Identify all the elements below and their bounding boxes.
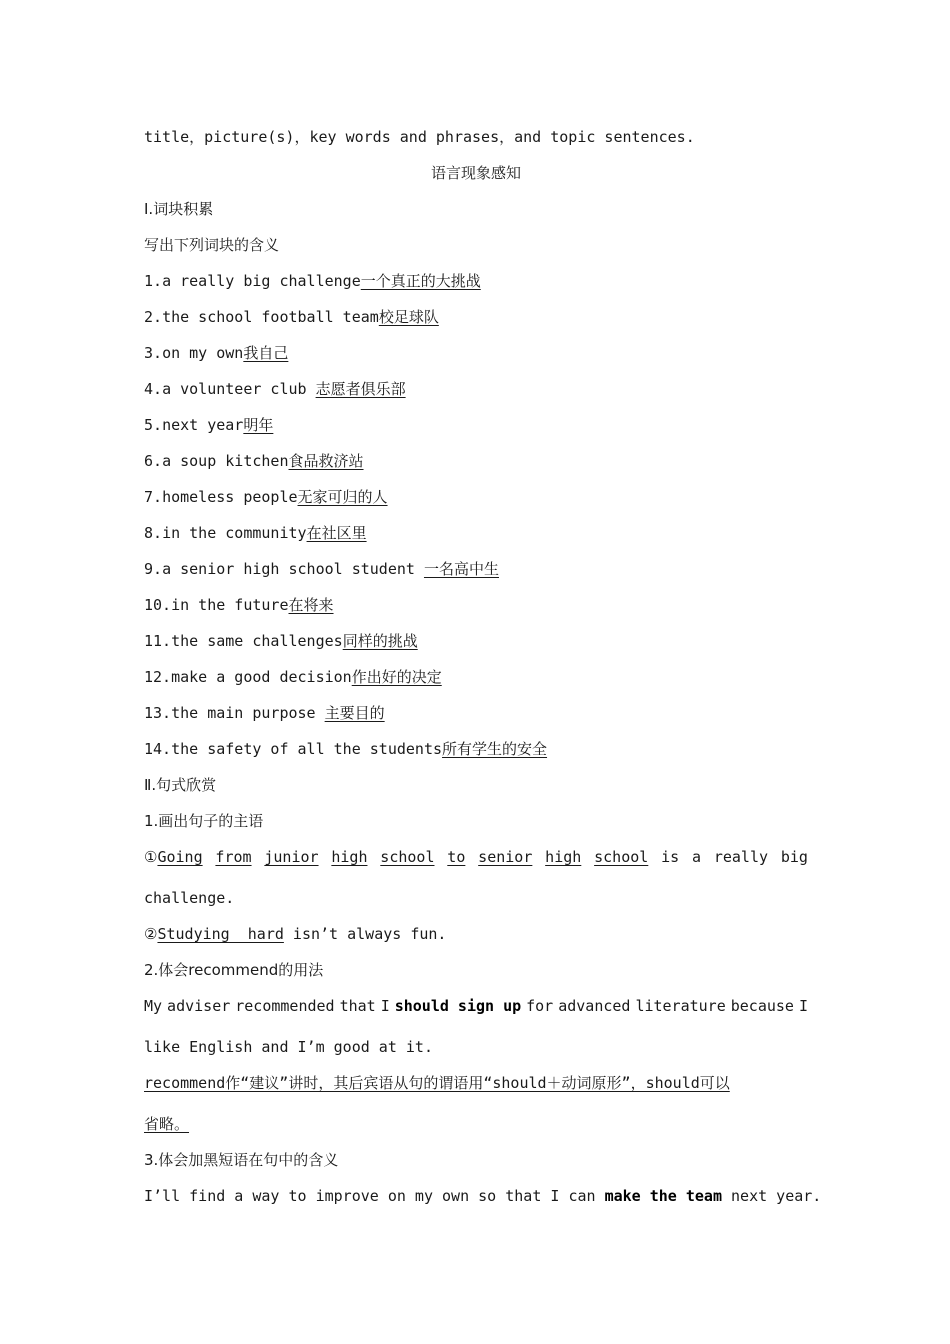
sentence-word: big <box>780 848 808 866</box>
subject-word: from <box>215 848 252 866</box>
vocab-english: in the future <box>171 596 289 614</box>
vocab-item <box>144 590 808 626</box>
intro-line: title，picture(s)，key words and phrases，and topic sentences. <box>144 128 695 146</box>
vocab-english: on my own <box>162 344 244 362</box>
vocab-chinese-answer: 在社区里 <box>306 524 367 542</box>
sentence1-line2: challenge. <box>144 889 235 907</box>
vocab-number: 5. <box>144 416 163 434</box>
vocab-number: 11. <box>144 632 172 650</box>
recommend-note-line2: 省略。 <box>144 1115 190 1133</box>
vocab-item <box>144 554 808 590</box>
sentence-word: for <box>526 997 554 1015</box>
vocab-item <box>144 338 808 374</box>
vocab-item <box>144 374 808 410</box>
document-page <box>144 122 822 1217</box>
vocab-english: a senior high school student <box>162 560 424 578</box>
vocab-english: the safety of all the students <box>171 740 443 758</box>
vocab-chinese-answer: 所有学生的安全 <box>442 740 548 758</box>
section-title: 语言现象感知 <box>430 164 521 182</box>
sentence-word: adviser <box>167 997 231 1015</box>
vocab-item <box>144 734 808 770</box>
vocab-number: 7. <box>144 488 163 506</box>
vocab-item <box>144 698 808 734</box>
sentence-word: that <box>339 997 376 1015</box>
vocab-english: the school football team <box>162 308 379 326</box>
vocab-english: next year <box>162 416 244 434</box>
make-team-sentence-post: next year. <box>721 1187 822 1205</box>
sentence1-first-word <box>144 842 203 883</box>
sentence2 <box>144 919 808 955</box>
subject-word: school <box>594 848 649 866</box>
vocab-number: 14. <box>144 740 172 758</box>
vocab-english: the main purpose <box>171 704 325 722</box>
make-team-sentence-pre: I’ll find a way to improve on my own so that I can <box>144 1187 605 1205</box>
sentence-word: I <box>798 997 808 1015</box>
vocab-number: 12. <box>144 668 172 686</box>
vocab-chinese-answer: 一个真正的大挑战 <box>360 272 481 290</box>
vocab-chinese-answer: 无家可归的人 <box>297 488 388 506</box>
vocab-chinese-answer: 明年 <box>243 416 274 434</box>
vocab-number: 6. <box>144 452 163 470</box>
subject-word: school <box>380 848 435 866</box>
q1-title: 1.画出句子的主语 <box>144 812 264 830</box>
vocab-chinese-answer: 我自己 <box>243 344 289 362</box>
vocab-chinese-answer: 同样的挑战 <box>342 632 418 650</box>
subject-word: high <box>545 848 582 866</box>
sentence-word: because <box>730 997 794 1015</box>
vocab-chinese-answer: 作出好的决定 <box>351 668 442 686</box>
q3-title: 3.体会加黑短语在句中的含义 <box>144 1151 339 1169</box>
vocab-chinese-answer: 一名高中生 <box>423 560 499 578</box>
sentence1-marker: ① <box>144 848 158 866</box>
vocab-item <box>144 482 808 518</box>
q2-title: 2.体会recommend的用法 <box>144 961 324 979</box>
bold-phrase-should-sign-up: should sign up <box>394 997 522 1015</box>
vocab-chinese-answer: 食品救济站 <box>288 452 364 470</box>
vocab-list <box>144 266 808 770</box>
vocab-item <box>144 302 808 338</box>
vocab-number: 9. <box>144 560 163 578</box>
sentence-word: is <box>661 848 680 866</box>
sentence-word: My <box>144 997 163 1015</box>
subject-word: senior <box>478 848 533 866</box>
vocab-english: in the community <box>162 524 307 542</box>
vocab-number: 4. <box>144 380 163 398</box>
subject-word: Going <box>157 848 203 866</box>
vocab-item <box>144 626 808 662</box>
vocab-number: 2. <box>144 308 163 326</box>
vocab-item <box>144 266 808 302</box>
vocab-item <box>144 410 808 446</box>
recommend-sentence-line1 <box>144 991 808 1032</box>
vocab-item <box>144 662 808 698</box>
make-team-sentence <box>144 1181 822 1217</box>
vocab-chinese-answer: 主要目的 <box>324 704 385 722</box>
vocab-chinese-answer: 志愿者俱乐部 <box>315 380 406 398</box>
sentence2-subject: Studying hard <box>157 925 284 943</box>
sentence-word: really <box>713 848 769 866</box>
vocab-item <box>144 446 808 482</box>
vocab-chinese-answer: 校足球队 <box>378 308 439 326</box>
subject-word: high <box>331 848 368 866</box>
sentence2-rest: isn’t always fun. <box>283 925 447 943</box>
part1-heading: Ⅰ.词块积累 <box>144 200 214 218</box>
vocab-english: the same challenges <box>171 632 343 650</box>
make-team-phrase: make the team <box>604 1187 722 1205</box>
recommend-note-line1: recommend作“建议”讲时，其后宾语从句的谓语用“should＋动词原形”，should可以 <box>144 1074 730 1092</box>
sentence1-line1 <box>144 842 808 883</box>
vocab-english: homeless people <box>162 488 298 506</box>
vocab-number: 10. <box>144 596 172 614</box>
part2-heading: Ⅱ.句式欣赏 <box>144 776 217 794</box>
recommend-sentence-line2: like English and I’m good at it. <box>144 1038 433 1056</box>
sentence-word: I <box>380 997 390 1015</box>
vocab-chinese-answer: 在将来 <box>288 596 334 614</box>
vocab-number: 3. <box>144 344 163 362</box>
vocab-number: 13. <box>144 704 172 722</box>
sentence-word: literature <box>635 997 726 1015</box>
sentence-word: a <box>691 848 702 866</box>
vocab-item <box>144 518 808 554</box>
sentence-word: recommended <box>235 997 335 1015</box>
vocab-number: 1. <box>144 272 163 290</box>
sentence2-marker: ② <box>144 925 158 943</box>
vocab-english: make a good decision <box>171 668 352 686</box>
vocab-english: a soup kitchen <box>162 452 289 470</box>
vocab-english: a really big challenge <box>162 272 361 290</box>
subject-word: junior <box>264 848 319 866</box>
subject-word: to <box>447 848 466 866</box>
vocab-number: 8. <box>144 524 163 542</box>
part1-instruction: 写出下列词块的含义 <box>144 236 280 254</box>
vocab-english: a volunteer club <box>162 380 316 398</box>
sentence-word: advanced <box>558 997 631 1015</box>
